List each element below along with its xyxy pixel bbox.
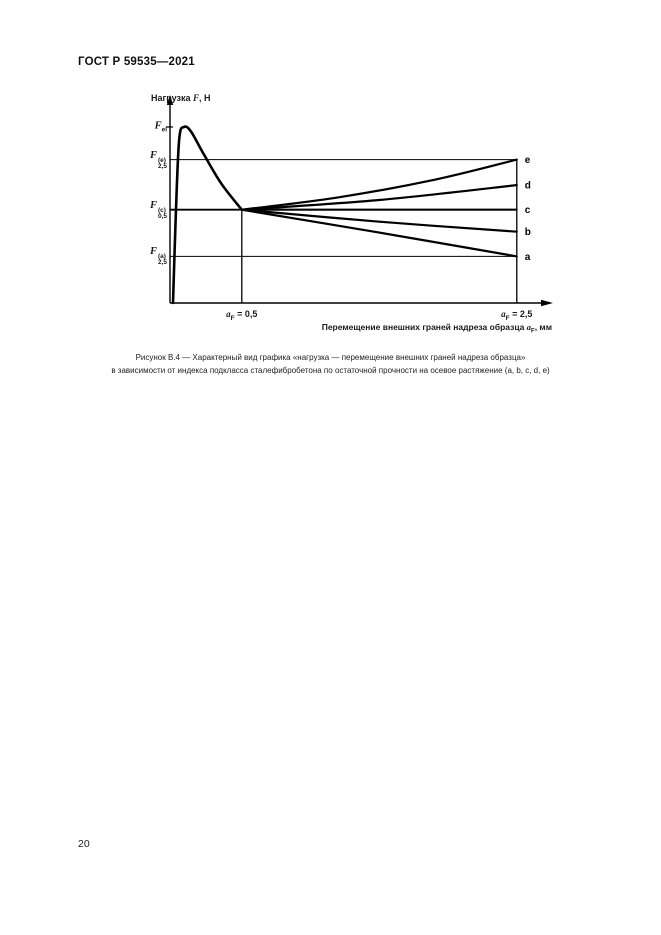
curve-label-a: a — [524, 251, 531, 263]
document-header: ГОСТ Р 59535—2021 — [78, 56, 195, 68]
curve-label-d: d — [524, 180, 531, 192]
x-tick-label-0-5: $a_F = 0,5$ — [226, 309, 258, 322]
curve-label-b: b — [524, 227, 531, 239]
displacement-symbol: a — [526, 322, 532, 332]
x-axis-arrow — [541, 300, 553, 306]
curve-label-c: c — [524, 205, 531, 217]
y-axis-label-el: $F_{el}$ — [154, 120, 167, 134]
x-tick-label-2-5: $a_F = 2,5$ — [501, 309, 533, 322]
curve-subclass-e — [242, 160, 517, 210]
y-axis-label-e-2,5: F (e) 2,5 — [149, 149, 167, 170]
curve-subclass-d — [242, 185, 517, 210]
y-axis-label-c-0,5: F (c) 0,5 — [149, 199, 167, 220]
chart-canvas — [140, 90, 610, 345]
x-axis-title: Перемещение внешних граней надреза образца $a_F$, мм — [321, 322, 552, 335]
curve-subclass-a — [242, 210, 517, 257]
curve-subclass-b — [242, 210, 517, 232]
page-number: 20 — [78, 838, 90, 850]
figure-b4-chart — [140, 90, 610, 345]
figure-caption-line2: в зависимости от индекса подкласса сталефибробетона по остаточной прочности на осевое растяжение (a, b, c, d, e) — [111, 366, 550, 375]
curve-load-displacement-envelope — [173, 127, 242, 303]
y-axis-label-a-2,5: F (a) 2,5 — [149, 246, 167, 267]
load-symbol: F — [193, 93, 200, 103]
figure-caption — [0, 351, 661, 377]
curve-label-e: e — [524, 155, 531, 167]
y-axis-title: Нагрузка F, Н — [151, 93, 211, 103]
figure-caption-line1: Рисунок В.4 — Характерный вид графика «нагрузка — перемещение внешних граней надреза образца» — [135, 353, 526, 362]
